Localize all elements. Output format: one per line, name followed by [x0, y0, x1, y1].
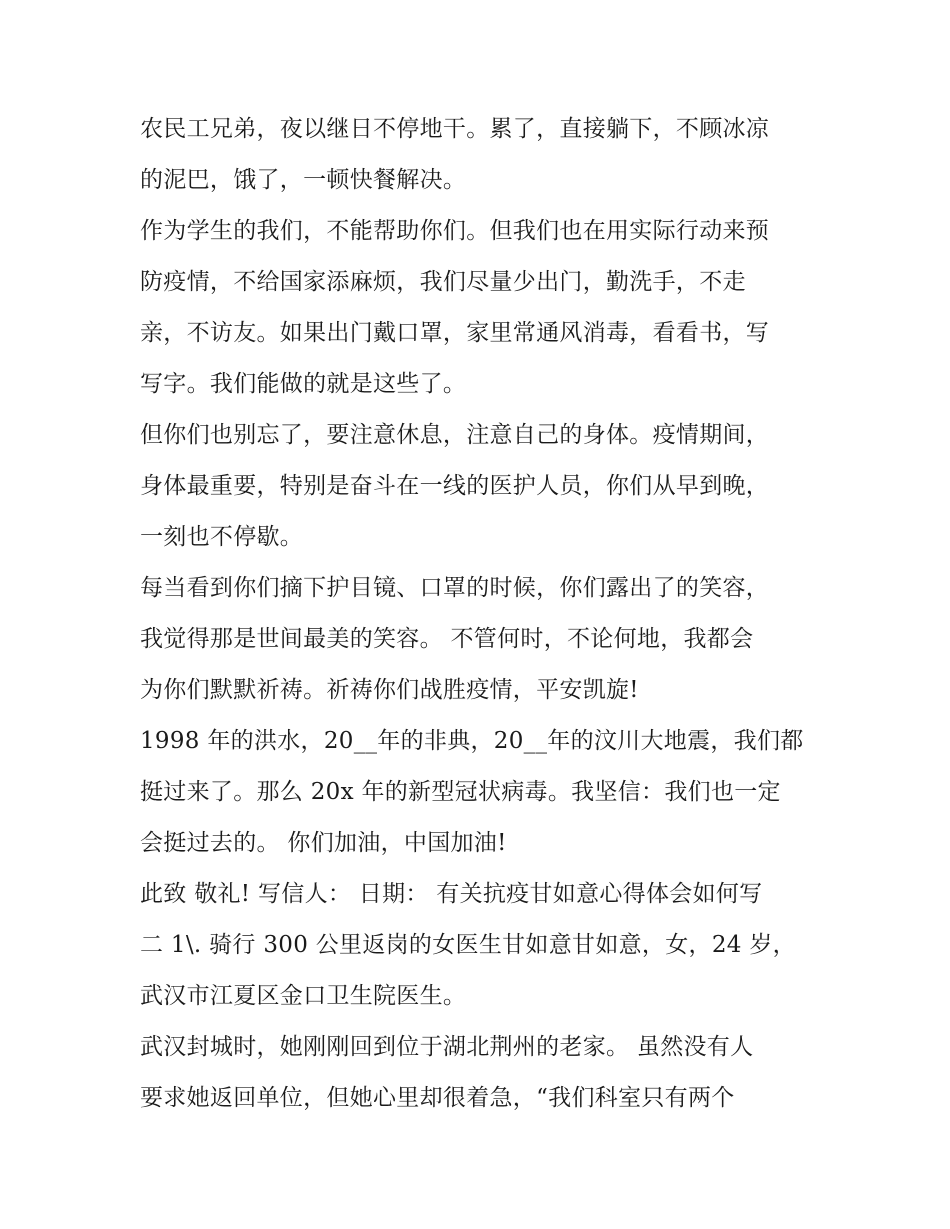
- text-line: 为你们默默祈祷。祈祷你们战胜疫情，平安凯旋!: [140, 677, 639, 703]
- text-line: 要求她返回单位，但她心里却很着急，“我们科室只有两个: [140, 1085, 735, 1111]
- text-line: 身体最重要，特别是奋斗在一线的医护人员，你们从早到晚，: [140, 473, 770, 499]
- text-line: 每当看到你们摘下护目镜、口罩的时候，你们露出了的笑容，: [140, 575, 770, 601]
- text-line: 我觉得那是世间最美的笑容。 不管何时，不论何地，我都会: [140, 626, 754, 652]
- text-line: 作为学生的我们，不能帮助你们。但我们也在用实际行动来预: [140, 218, 770, 244]
- text-line: 会挺过去的。 你们加油，中国加油!: [140, 830, 507, 856]
- text-line: 此致 敬礼! 写信人： 日期： 有关抗疫甘如意心得体会如何写: [140, 881, 763, 907]
- text-line: 挺过来了。那么 20x 年的新型冠状病毒。我坚信：我们也一定: [140, 779, 781, 805]
- text-line: 的泥巴，饿了，一顿快餐解决。: [140, 167, 467, 193]
- text-line: 一刻也不停歇。: [140, 524, 304, 550]
- text-line: 二 1\. 骑行 300 公里返岗的女医生甘如意甘如意，女，24 岁，: [140, 932, 796, 958]
- document-body: [140, 104, 820, 1124]
- text-line: 亲，不访友。如果出门戴口罩，家里常通风消毒，看看书，写: [140, 320, 770, 346]
- text-line: 武汉市江夏区金口卫生院医生。: [140, 983, 467, 1009]
- text-line: 农民工兄弟，夜以继日不停地干。累了，直接躺下，不顾冰凉: [140, 116, 770, 142]
- text-line: 但你们也别忘了，要注意休息，注意自己的身体。疫情期间，: [140, 422, 770, 448]
- text-line: 写字。我们能做的就是这些了。: [140, 371, 467, 397]
- text-line: 防疫情，不给国家添麻烦，我们尽量少出门，勤洗手，不走: [140, 269, 746, 295]
- text-line: 1998 年的洪水，20__年的非典，20__年的汶川大地震，我们都: [140, 728, 804, 754]
- text-line: 武汉封城时，她刚刚回到位于湖北荆州的老家。 虽然没有人: [140, 1034, 754, 1060]
